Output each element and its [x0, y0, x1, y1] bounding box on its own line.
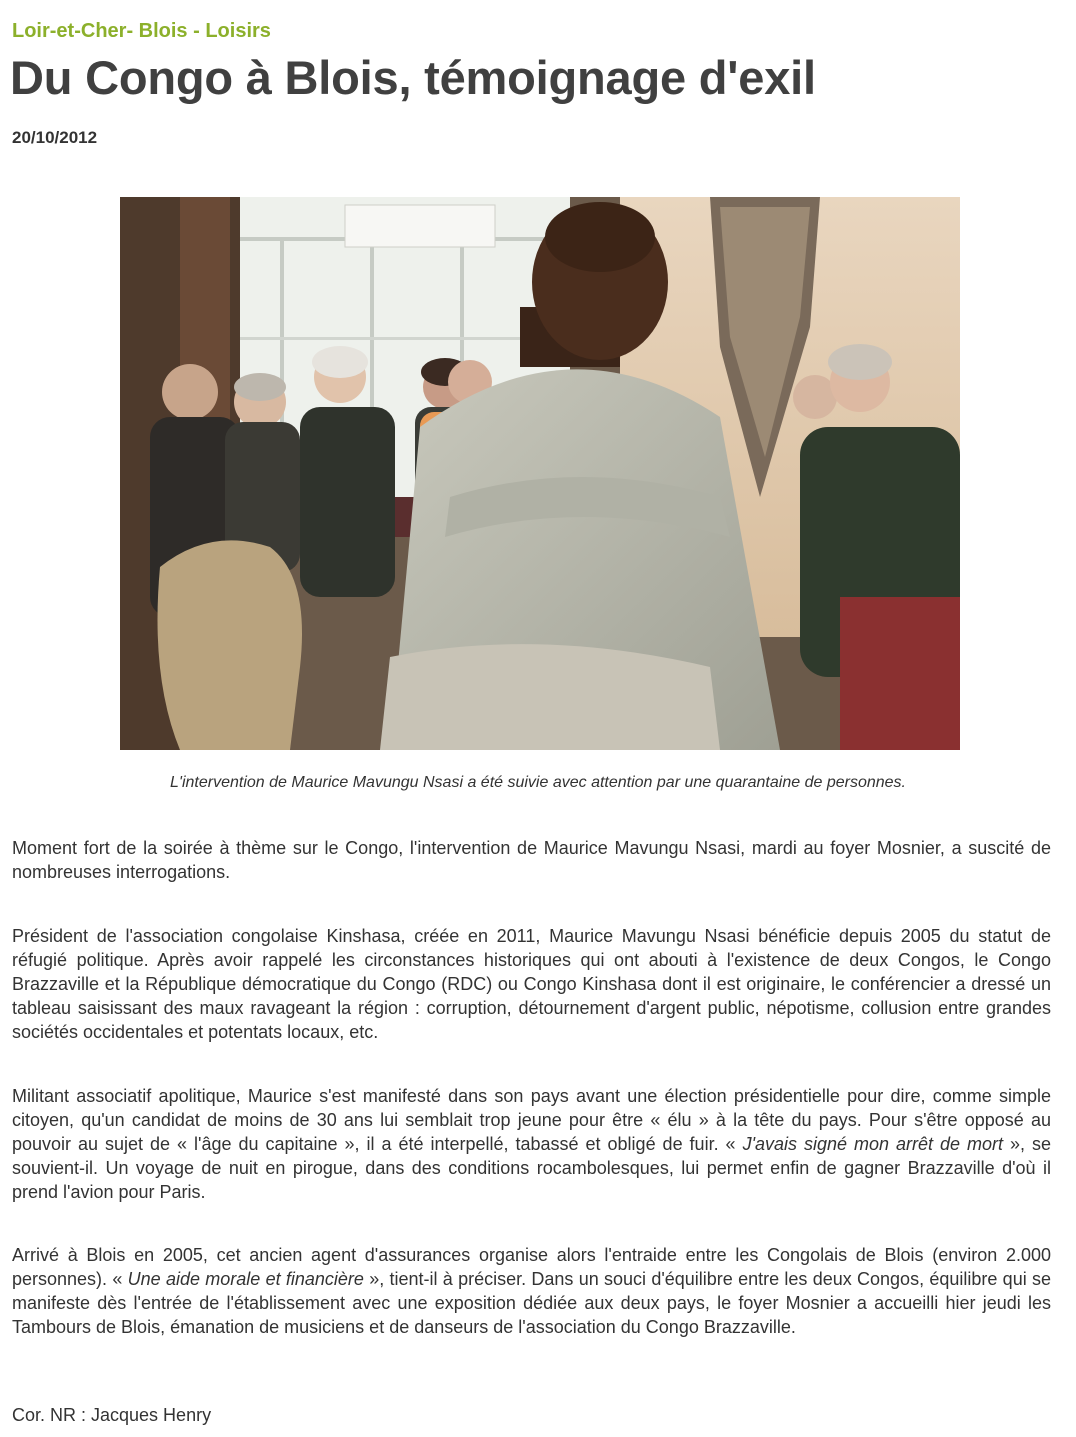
paragraph-3-text-a: Militant associatif apolitique, Maurice s'est manifesté dans son pays avant une élection présidentielle pour dire, comme simple citoyen, qu'un candidat de moins de 30 ans lui semblait trop jeune pour être « élu » à la tête du pays. Pour s'être opposé au pouvoir au sujet de « l'âge du capitaine », il a été interpellé, tabassé et obligé de fuir. « [12, 1086, 1051, 1154]
paragraph-4-quote: Une aide morale et financière [127, 1269, 364, 1289]
paragraph-4-text-b: », tient-il à préciser. Dans un souci d'équilibre entre les deux Congos, équilibre qui se manifeste dès l'entrée de l'établissement avec une exposition dédiée aux deux pays, le foyer Mosnier a accueilli hier jeudi les Tambours de Blois, émanation de musiciens et de danseurs de l'association du Congo Brazzaville. [12, 1269, 1051, 1337]
article-paragraph-4 [12, 1243, 1051, 1339]
photo-illustration [120, 197, 960, 750]
article-date: 20/10/2012 [12, 128, 98, 147]
paragraph-4-text-a: Arrivé à Blois en 2005, cet ancien agent d'assurances organise alors l'entraide entre les Congolais de Blois (environ 2.000 personnes). « [12, 1245, 1051, 1289]
paragraph-3-quote: J'avais signé mon arrêt de mort [742, 1134, 1004, 1154]
article-paragraph-3 [12, 1084, 1051, 1204]
article-category: Loir-et-Cher- Blois - Loisirs [12, 20, 271, 42]
paragraph-3-text-b: », se souvient-il. Un voyage de nuit en pirogue, dans des conditions rocambolesques, lui permet enfin de gagner Brazzaville d'où il prend l'avion pour Paris. [12, 1134, 1052, 1202]
article-photo [120, 197, 960, 750]
article-title: Du Congo à Blois, témoignage d'exil [10, 51, 816, 104]
photo-caption: L'intervention de Maurice Mavungu Nsasi a été suivie avec attention par une quarantaine de personnes. [170, 774, 906, 791]
article-paragraph-2: Président de l'association congolaise Kinshasa, créée en 2011, Maurice Mavungu Nsasi bénéficie depuis 2005 du statut de réfugié politique. Après avoir rappelé les circonstances historiques qui ont abouti à l'existence de deux Congos, le Congo Brazzaville et la République démocratique du Congo (RDC) ou Congo Kinshasa dont il est originaire, le conférencier a dressé un tableau saisissant des maux ravageant la région : corruption, détournement d'argent public, népotisme, collusion entre grandes sociétés occidentales et potentats locaux, etc. [12, 926, 1051, 1042]
article-byline: Cor. NR : Jacques Henry [12, 1405, 212, 1425]
article-paragraph-1: Moment fort de la soirée à thème sur le Congo, l'intervention de Maurice Mavungu Nsasi, mardi au foyer Mosnier, a suscité de nombreuses interrogations. [12, 838, 1051, 882]
